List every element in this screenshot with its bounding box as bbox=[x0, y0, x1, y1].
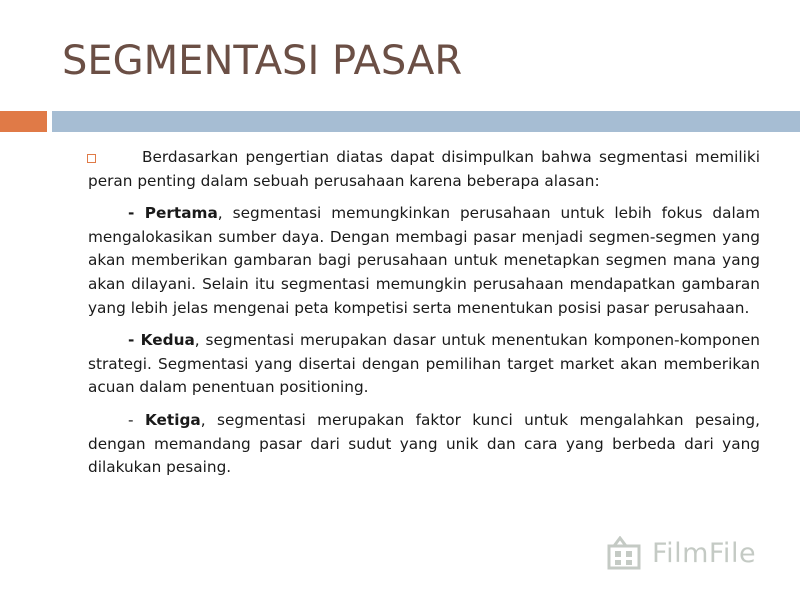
point-text: , segmentasi merupakan dasar untuk menentukan komponen-komponen strategi. Segmentasi yang disertai dengan pemilihan target market akan memberikan acuan dalam penentuan positioning. bbox=[88, 331, 760, 397]
accent-bar-left bbox=[0, 111, 47, 132]
point-prefix: - bbox=[128, 204, 145, 223]
point-text: , segmentasi merupakan faktor kunci untuk mengalahkan pesaing, dengan memandang pasar dari sudut yang unik dan cara yang berbeda dari yang dilakukan pesaing. bbox=[88, 410, 760, 477]
intro-paragraph: Berdasarkan pengertian diatas dapat disimpulkan bahwa segmentasi memiliki peran penting dalam sebuah perusahaan karena beberapa alasan: bbox=[88, 148, 760, 190]
slide-title: SEGMENTASI PASAR bbox=[62, 38, 463, 84]
accent-bar-right bbox=[52, 111, 800, 132]
point-prefix: - bbox=[128, 331, 141, 350]
point-label: Kedua bbox=[140, 331, 195, 350]
watermark-text: FilmFile bbox=[652, 538, 757, 569]
point-label: Pertama bbox=[144, 204, 218, 223]
point-paragraph-2 bbox=[88, 329, 760, 400]
point-prefix: - bbox=[128, 410, 145, 429]
point-paragraph-1 bbox=[88, 202, 760, 320]
point-label: Ketiga bbox=[144, 410, 201, 429]
film-logo-icon bbox=[606, 536, 646, 572]
intro-bullet-item bbox=[88, 146, 760, 193]
slide-content bbox=[88, 146, 760, 489]
point-paragraph-3 bbox=[88, 409, 760, 480]
point-text: , segmentasi memungkinkan perusahaan untuk lebih fokus dalam mengalokasikan sumber daya. Dengan membagi pasar menjadi segmen-segmen yang akan memberikan gambaran bagi perusahaan untuk menetapkan segmen mana yang akan dilayani. Selain itu segmentasi memungkin perusahaan mendapatkan gambaran yang lebih jelas mengenai peta kompetisi serta menentukan posisi pasar perusahaan. bbox=[88, 204, 760, 317]
watermark bbox=[606, 536, 766, 572]
